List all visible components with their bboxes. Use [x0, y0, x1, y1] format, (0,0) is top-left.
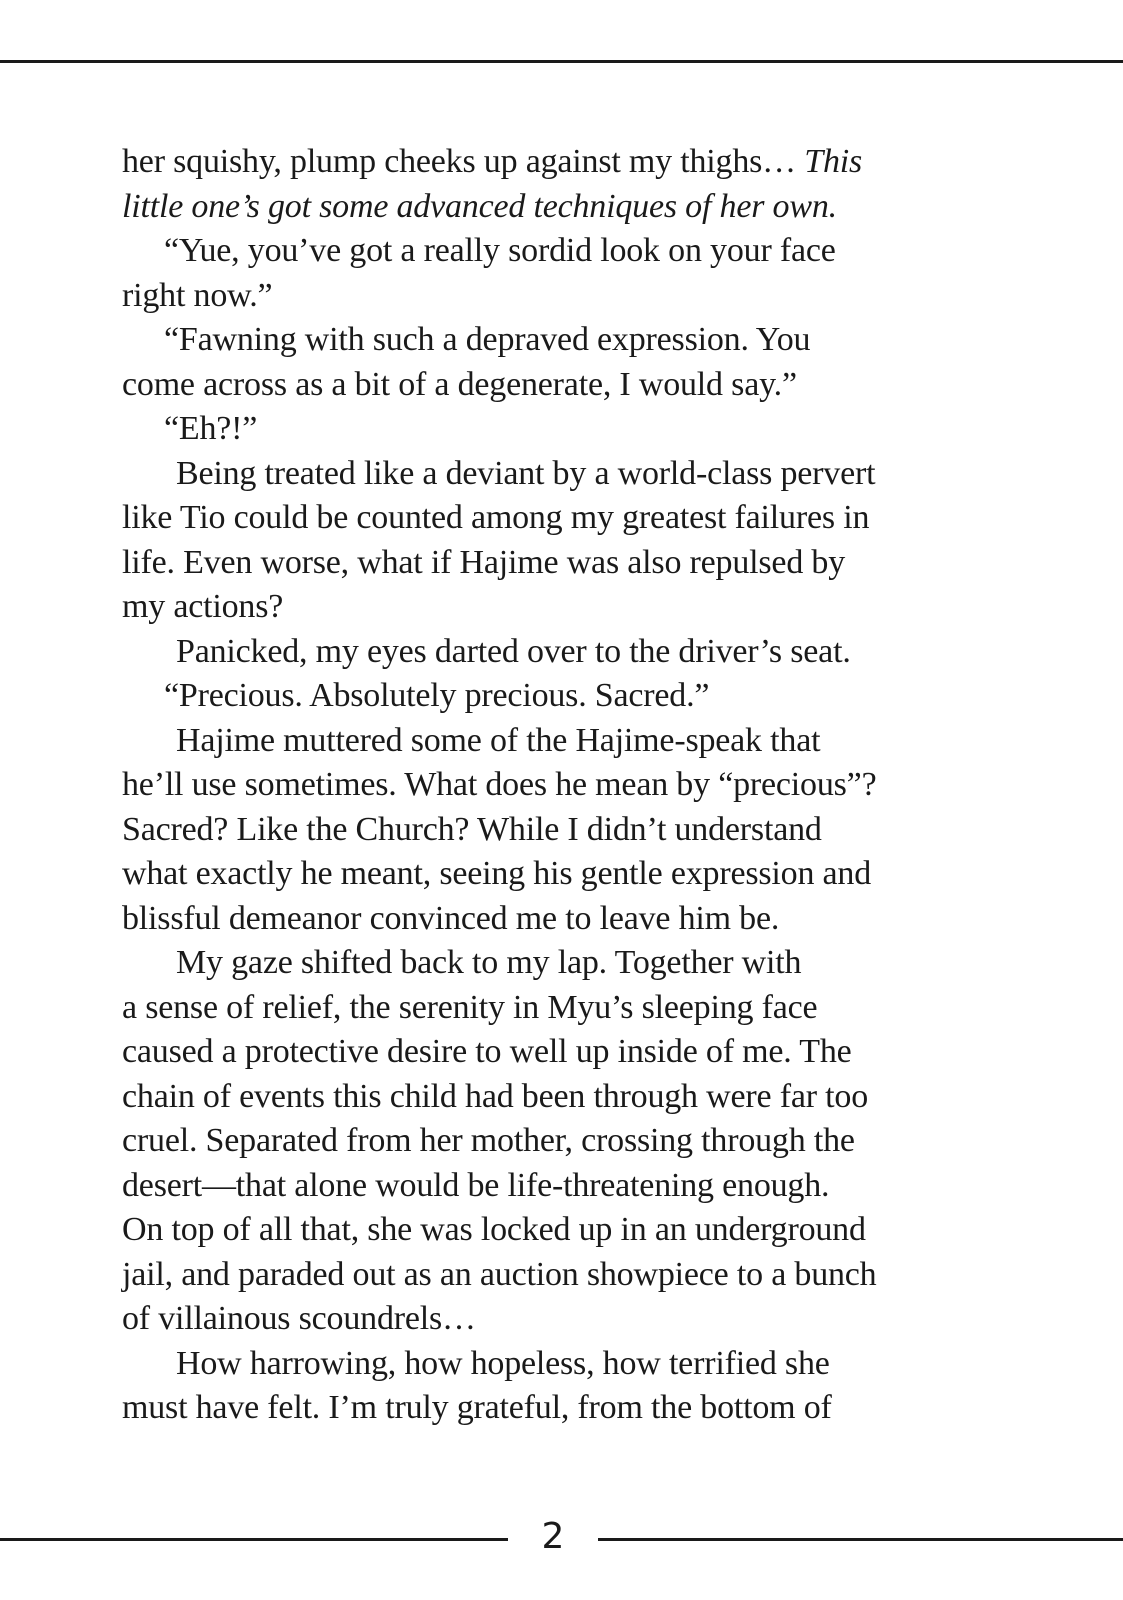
text-segment: “Precious. Absolutely precious. Sacred.” [164, 677, 710, 714]
text-line [122, 941, 962, 986]
text-line [122, 1164, 962, 1209]
text-line [122, 185, 962, 230]
text-line [122, 541, 962, 586]
page-number: 2 [541, 1516, 565, 1557]
footer-rule-right [598, 1538, 1123, 1541]
text-segment: right now.” [122, 276, 273, 314]
text-line [122, 229, 962, 274]
text-segment: like Tio could be counted among my greatest failures in [122, 499, 870, 536]
text-segment: a sense of relief, the serenity in Myu’s sleeping face [122, 988, 818, 1026]
text-segment: “Fawning with such a depraved expression. You [164, 321, 811, 358]
text-line [122, 1075, 962, 1120]
text-line [122, 674, 962, 719]
text-line [122, 585, 962, 630]
text-line [122, 1297, 962, 1342]
text-line [122, 452, 962, 497]
text-line [122, 897, 962, 942]
italic-text-segment: This [804, 143, 863, 180]
text-line [122, 1030, 962, 1075]
text-line [122, 274, 962, 319]
text-line [122, 1386, 962, 1431]
text-segment: On top of all that, she was locked up in an underground [122, 1211, 866, 1248]
text-segment: my actions? [122, 588, 284, 625]
text-segment: Being treated like a deviant by a world-class pervert [176, 454, 876, 492]
text-line [122, 630, 962, 675]
footer-rule-left [0, 1538, 508, 1541]
text-line [122, 719, 962, 764]
text-segment: How harrowing, how hopeless, how terrified she [176, 1344, 830, 1382]
text-segment: desert—that alone would be life-threatening enough. [122, 1166, 830, 1204]
text-line [122, 140, 962, 185]
text-line [122, 1119, 962, 1164]
text-line [122, 763, 962, 808]
text-segment: Panicked, my eyes darted over to the driver’s seat. [176, 632, 851, 670]
text-line [122, 852, 962, 897]
text-segment: My gaze shifted back to my lap. Together with [176, 944, 802, 981]
text-segment: jail, and paraded out as an auction showpiece to a bunch [122, 1255, 877, 1293]
text-segment: cruel. Separated from her mother, crossing through the [122, 1122, 855, 1159]
text-segment: chain of events this child had been through were far too [122, 1077, 868, 1115]
top-rule [0, 60, 1123, 63]
text-line [122, 363, 962, 408]
text-line [122, 496, 962, 541]
text-line [122, 1208, 962, 1253]
text-segment: come across as a bit of a degenerate, I would say.” [122, 365, 797, 403]
text-segment: life. Even worse, what if Hajime was also repulsed by [122, 543, 846, 581]
text-line [122, 986, 962, 1031]
text-line [122, 1342, 962, 1387]
text-segment: Sacred? Like the Church? While I didn’t understand [122, 810, 822, 848]
text-segment: her squishy, plump cheeks up against my thighs… [122, 143, 805, 180]
body-text [122, 140, 962, 1431]
italic-text-segment: little one’s got some advanced techniques of her own. [122, 187, 837, 225]
text-segment: caused a protective desire to well up inside of me. The [122, 1033, 852, 1070]
text-segment: must have felt. I’m truly grateful, from the bottom of [122, 1389, 832, 1426]
text-segment: “Yue, you’ve got a really sordid look on your face [164, 232, 836, 269]
text-line [122, 318, 962, 363]
text-line [122, 407, 962, 452]
text-segment: of villainous scoundrels… [122, 1300, 476, 1337]
text-segment: what exactly he meant, seeing his gentle expression and [122, 855, 872, 892]
text-line [122, 1253, 962, 1298]
text-segment: he’ll use sometimes. What does he mean by “precious”? [122, 766, 877, 803]
text-segment: Hajime muttered some of the Hajime-speak that [176, 721, 821, 759]
text-line [122, 808, 962, 853]
text-segment: “Eh?!” [164, 410, 258, 447]
text-segment: blissful demeanor convinced me to leave him be. [122, 899, 780, 937]
